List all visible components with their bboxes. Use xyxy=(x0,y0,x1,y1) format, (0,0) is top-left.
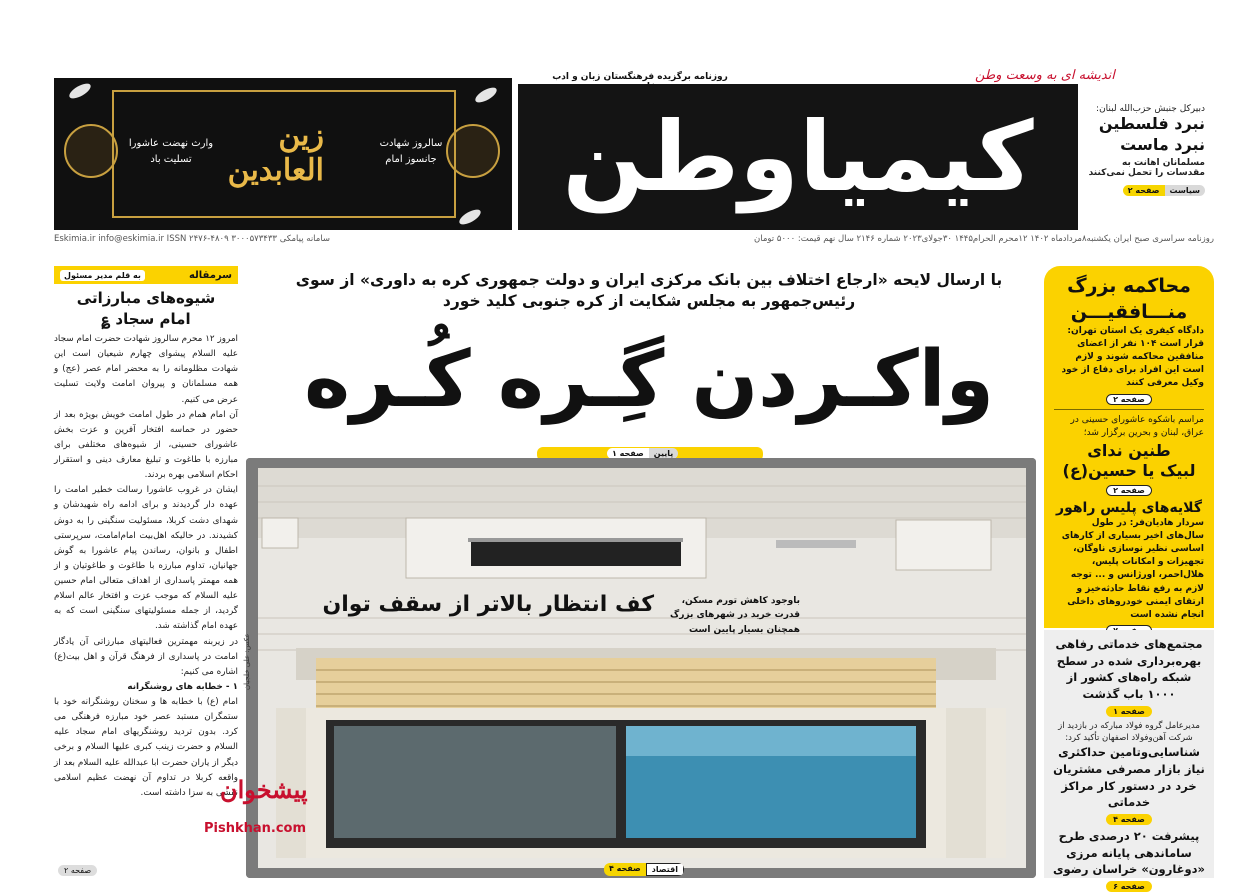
newspaper-logo: کیمیاوطن xyxy=(562,101,1034,213)
banner-text-right xyxy=(366,136,456,168)
lead-kicker: با ارسال لایحه «ارجاع اختلاف بین بانک مرکزی ایران و دولت جمهوری کره به داوری» از سوی رئیس‌جمهور به مجلس شکایت از کره جنوبی کلید خورد xyxy=(295,271,1003,310)
banner-calligraphy: زین العابدین xyxy=(227,118,324,188)
headline-line: طنین ندای xyxy=(1087,440,1171,460)
headline-line: محاکمه بزرگ xyxy=(1067,275,1191,297)
subheading: ۱ - خطابه های روشنگرانه xyxy=(127,681,238,692)
title-line: امام سجاد ؏ xyxy=(101,310,191,328)
economy-page-reference[interactable] xyxy=(604,857,684,876)
lead-photo xyxy=(246,458,1036,878)
page-reference[interactable]: صفحه ۴ xyxy=(1106,814,1152,825)
brief-headline[interactable]: شناسایی‌وتامین حداکثری نیاز بازار مصرفی مشتریان خرد در دستور کار مراکز خدماتی xyxy=(1053,745,1205,810)
page-reference[interactable]: صفحه ۲ xyxy=(58,865,97,876)
caption-kicker: باوجود کاهش تورم مسکن، قدرت خرید در شهرهای بزرگ همچنان بسیار پایین است xyxy=(670,596,800,635)
story-headline[interactable] xyxy=(1054,274,1204,325)
page-reference[interactable]: صفحه ۲ xyxy=(1106,394,1152,405)
page-label: صفحه ۱ xyxy=(607,448,649,459)
page-reference xyxy=(604,863,684,876)
medallion-icon xyxy=(64,124,118,178)
watermark-en: Pishkhan.com xyxy=(204,821,307,836)
page-label: صفحه ۴ xyxy=(604,863,646,876)
editorial-body xyxy=(54,332,238,801)
contact-details: سامانه پیامکی ۳۰۰۰۵۷۳۴۳۳ Eskimia.ir info@eskimia.ir ISSN ۲۴۷۶-۴۸۰۹ xyxy=(54,234,331,244)
section-label: سرمقاله xyxy=(188,269,232,281)
story-body: قرار است ۱۰۴ نفر از اعضای منافقین محاکمه شوند و لازم است این افراد برای دفاع از خود وکیل معرفی کنند xyxy=(1061,339,1204,389)
banner-line: جانسوز امام xyxy=(385,154,437,165)
masthead-tagline: اندیشه ای به وسعت وطن xyxy=(975,68,1115,83)
watermark-fa: پیشخوان xyxy=(220,775,308,804)
editorial-title[interactable] xyxy=(54,288,238,330)
masthead-subtitle: روزنامه برگزیده فرهنگستان زبان و ادب xyxy=(552,72,728,82)
banner-text-left xyxy=(126,136,216,168)
feather-icon xyxy=(67,81,93,102)
photo-credit: عکس: علی خلجیان xyxy=(243,633,251,690)
teaser-headline: نبرد ماست xyxy=(1120,134,1205,154)
page-label: صفحه ۲ xyxy=(1123,185,1165,196)
feather-icon xyxy=(457,207,483,228)
brief-headline[interactable]: پیشرفت ۲۰ درصدی طرح ساماندهی پایانه مرزی «دوغارون» خراسان رضوی xyxy=(1053,829,1205,877)
issue-info-bar xyxy=(54,234,1214,248)
issue-details: روزنامه سراسری صبح ایران یکشنبه۸مردادماه ۱۴۰۲ ۱۲محرم الحرام۱۴۴۵ ۳۰جولای۲۰۲۳ شماره ۲۱۴۶ سال نهم قیمت: ۵۰۰۰ تومان xyxy=(754,234,1214,244)
page-reference[interactable]: صفحه ۱ xyxy=(1106,706,1152,717)
story-kicker: دادگاه کیفری یک استان تهران: xyxy=(1067,326,1204,337)
story-headline[interactable]: گلایه‌های پلیس راهور xyxy=(1056,500,1202,517)
top-teaser[interactable] xyxy=(1085,104,1205,197)
teaser-kicker: دبیرکل جنبش حزب‌الله لبنان: xyxy=(1096,104,1205,114)
story-kicker: مراسم باشکوه عاشورای حسینی در عراق، لبنان و بحرین برگزار شد؛ xyxy=(1070,414,1204,439)
teaser-subtitle: مسلمانان اهانت به مقدسات را تحمل نمی‌کنند xyxy=(1088,157,1205,178)
headline-line: منـــافقیـــن xyxy=(1070,300,1188,323)
lead-headline[interactable]: واکـردن گِـره کُـره xyxy=(304,335,994,425)
author-label: به قلم مدیر مسئول xyxy=(60,270,145,281)
paragraph: امروز ۱۲ محرم سالروز شهادت حضرت امام سجاد علیه السلام پیشوای چهارم شیعیان است این شهادت مظلومانه را به محضر امام عصر (عج) و همه مسلمانان و پیروان امامت ولایت تسلیت عرض می کنیم. xyxy=(54,334,238,405)
building-illustration xyxy=(246,458,1036,878)
page-reference[interactable]: صفحه ۶ xyxy=(1106,881,1152,892)
page-reference[interactable]: صفحه ۲ xyxy=(1106,485,1152,496)
banner-line: وارث نهضت عاشورا xyxy=(128,138,214,149)
feather-icon xyxy=(473,85,499,106)
brief-headline[interactable]: مجتمع‌های خدماتی رفاهی بهره‌برداری شده در سطح شبکه راه‌های کشور از ۱۰۰۰ باب گذشت xyxy=(1055,637,1203,702)
story-headline[interactable] xyxy=(1054,441,1204,483)
title-line: شیوه‌های مبارزاتی xyxy=(76,289,216,307)
paragraph: در زیربنه مهمترین فعالیتهای مبارزاتی آن یادگار امامت در پاسداری از فرهنگ قرآن و اهل بیت(ع) اشاره می کنیم: xyxy=(54,636,238,677)
caption-headline: کف انتظار بالاتر از سقف توان xyxy=(322,592,654,617)
section-label: پایین xyxy=(649,448,678,459)
paragraph: امام (ع) با خطابه ها و سخنان روشنگرانه خود با ستمگران مستبد عصر خود مبارزه فرهنگی می کرد. بدون تردید روشنگریهای امام سجاد علیه السلام و حضرت زینب کبری علیها السلام و برخی دیگر از یاران حضرت ابا عبدالله علیه السلام بعد از واقعه کربلا در تداوم آن نهضت عظیم اسلامی نقشی به سزا داشته است. xyxy=(54,697,238,798)
divider xyxy=(1054,409,1204,410)
page-reference[interactable] xyxy=(1123,185,1205,196)
headline-line: لبیک یا حسین(ع) xyxy=(1062,461,1196,481)
pishkhan-watermark xyxy=(190,775,320,845)
brief-kicker: مدیرعامل گروه فولاد مبارکه در بازدید از شرکت آهن‌وفولاد اصفهان تأکید کرد: xyxy=(1058,720,1200,743)
teaser-headline: نبرد فلسطین xyxy=(1098,114,1205,133)
ashura-banner xyxy=(54,78,512,230)
banner-line: سالروز شهادت xyxy=(379,138,443,149)
right-news-column xyxy=(1044,266,1214,628)
banner-line: تسلیت باد xyxy=(150,154,192,165)
right-brief-column xyxy=(1044,630,1214,892)
section-label: اقتصاد xyxy=(646,863,684,876)
editorial-header xyxy=(54,266,238,284)
paragraph: ایشان در غروب عاشورا رسالت خطیر امامت را عهده دار گردیدند و برای ادامه راه شهیدشان و شهدای دشت کربلا، مسئولیت سنگینی را به دوش کشیدند. در حالیکه اهل‌بیت امام‌امامت، سرپرستی اطفال و بانوان، رساندن پیام عاشورا به گوش جهانیان، تداوم مبارزه با طاغوت و طاغوتیان و از همه مهمتر پاسداری از اهداف متعالی امام حسین علیه السلام که موجب عزت و افتخار عالم اسلام گردید، از جمله مسئولیتهای سنگینی است که به عهده امام گذاشته شد. xyxy=(54,485,238,632)
story-body: سردار هادیان‌فر: در طول سال‌های اخیر بسیاری از کارهای اساسی نظیر نوسازی ناوگان، تجهیزات و امکانات پلیس، هلال‌احمر، اورژانس و ... توجه لازم به رفع نقاط حادثه‌خیز و ارتقای ایمنی خودروهای داخلی انجام نشده است xyxy=(1061,518,1204,620)
section-label: سیاست xyxy=(1165,185,1205,196)
paragraph: آن امام همام در طول امامت خویش بویژه بعد از حضور در حماسه افتخار آفرین و عزت بخش عاشورای حسینی، از شیوه‌های مختلفی برای مبارزه با طاغوت و تبلیغ معارف دینی و استقرار احکام اسلامی بهره بردند. xyxy=(54,409,238,481)
